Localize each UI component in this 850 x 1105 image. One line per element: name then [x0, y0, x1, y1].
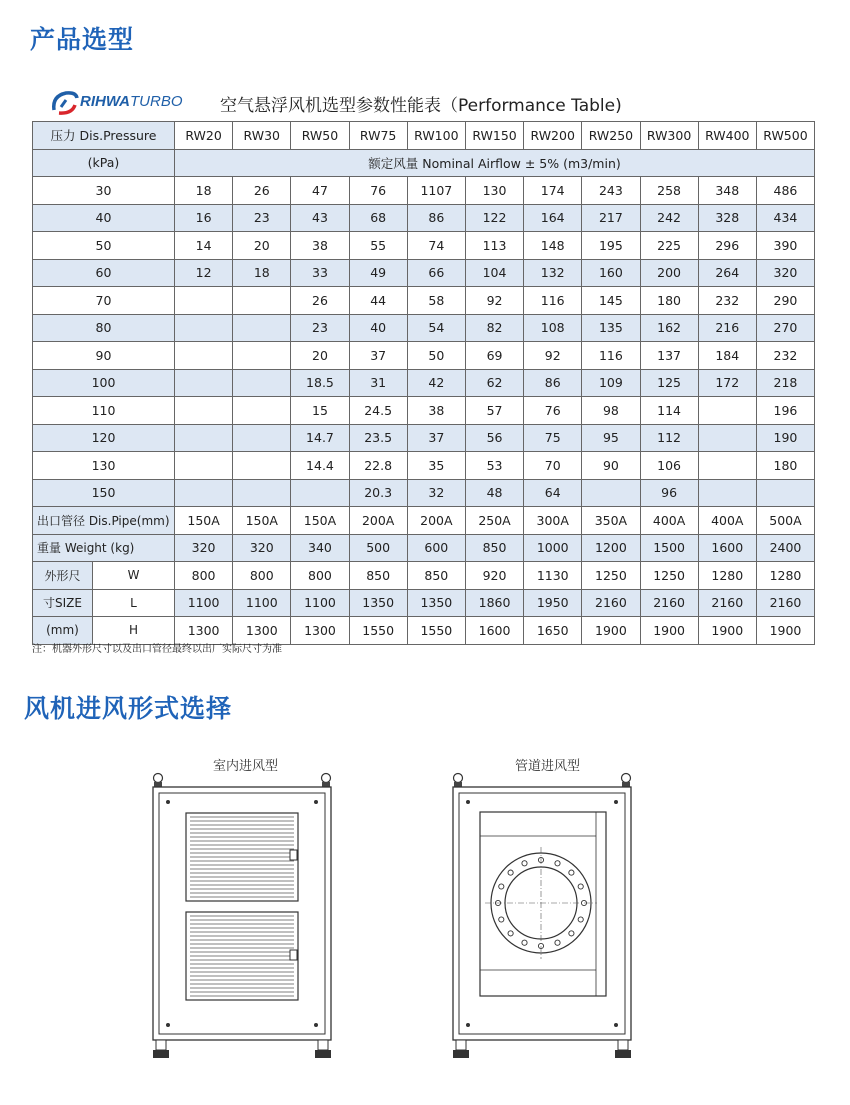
indoor-inlet-caption: 室内进风型 — [213, 759, 279, 774]
airflow-cell — [233, 314, 291, 342]
weight-cell: 2400 — [756, 534, 814, 562]
table-row — [33, 452, 815, 480]
model-header-cell: RW150 — [465, 122, 523, 150]
size-cell: 1300 — [233, 617, 291, 645]
airflow-cell — [233, 397, 291, 425]
airflow-cell: 69 — [465, 342, 523, 370]
pressure-cell: 150 — [33, 479, 175, 507]
airflow-cell: 92 — [465, 287, 523, 315]
size-cell: 850 — [349, 562, 407, 590]
weight-row — [33, 534, 815, 562]
airflow-cell: 114 — [640, 397, 698, 425]
performance-table — [32, 121, 815, 645]
airflow-cell: 109 — [582, 369, 640, 397]
airflow-header: 额定风量 Nominal Airflow ± 5% (m3/min) — [175, 149, 815, 177]
model-header-cell: RW100 — [407, 122, 465, 150]
airflow-cell: 270 — [756, 314, 814, 342]
airflow-header-row — [33, 149, 815, 177]
airflow-cell: 218 — [756, 369, 814, 397]
airflow-cell: 55 — [349, 232, 407, 260]
airflow-cell: 26 — [233, 177, 291, 205]
size-cell: 1250 — [640, 562, 698, 590]
airflow-cell: 74 — [407, 232, 465, 260]
airflow-cell: 38 — [291, 232, 349, 260]
airflow-cell: 217 — [582, 204, 640, 232]
pressure-cell: 80 — [33, 314, 175, 342]
size-label: (mm) — [33, 617, 93, 645]
airflow-cell: 42 — [407, 369, 465, 397]
pipe-cell: 200A — [407, 507, 465, 535]
airflow-cell: 296 — [698, 232, 756, 260]
size-cell: 2160 — [582, 589, 640, 617]
airflow-cell: 390 — [756, 232, 814, 260]
table-row — [33, 479, 815, 507]
airflow-cell: 243 — [582, 177, 640, 205]
airflow-cell: 14 — [175, 232, 233, 260]
airflow-cell: 242 — [640, 204, 698, 232]
airflow-cell: 70 — [524, 452, 582, 480]
airflow-cell: 20 — [233, 232, 291, 260]
airflow-cell: 86 — [407, 204, 465, 232]
airflow-cell: 90 — [582, 452, 640, 480]
airflow-cell: 38 — [407, 397, 465, 425]
size-cell: 1550 — [407, 617, 465, 645]
airflow-cell: 68 — [349, 204, 407, 232]
airflow-cell: 113 — [465, 232, 523, 260]
airflow-cell: 130 — [465, 177, 523, 205]
airflow-cell: 180 — [756, 452, 814, 480]
pressure-cell: 50 — [33, 232, 175, 260]
airflow-cell: 264 — [698, 259, 756, 287]
airflow-cell: 48 — [465, 479, 523, 507]
airflow-cell: 12 — [175, 259, 233, 287]
size-label: 寸SIZE — [33, 589, 93, 617]
airflow-cell: 290 — [756, 287, 814, 315]
airflow-cell: 92 — [524, 342, 582, 370]
airflow-cell: 50 — [407, 342, 465, 370]
pressure-unit: (kPa) — [33, 149, 175, 177]
airflow-cell: 40 — [349, 314, 407, 342]
airflow-cell: 164 — [524, 204, 582, 232]
airflow-cell — [233, 369, 291, 397]
weight-cell: 850 — [465, 534, 523, 562]
airflow-cell — [175, 314, 233, 342]
airflow-cell: 122 — [465, 204, 523, 232]
table-row — [33, 397, 815, 425]
model-header-cell: RW200 — [524, 122, 582, 150]
airflow-cell: 14.7 — [291, 424, 349, 452]
airflow-cell: 132 — [524, 259, 582, 287]
size-cell: 800 — [175, 562, 233, 590]
pipe-label: 出口管径 Dis.Pipe(mm) — [33, 507, 175, 535]
size-cell: 2160 — [756, 589, 814, 617]
airflow-cell — [756, 479, 814, 507]
airflow-cell: 64 — [524, 479, 582, 507]
airflow-cell: 15 — [291, 397, 349, 425]
pipe-cell: 150A — [233, 507, 291, 535]
airflow-cell: 56 — [465, 424, 523, 452]
model-header-cell: RW50 — [291, 122, 349, 150]
duct-inlet-diagram — [448, 770, 643, 1065]
airflow-cell: 174 — [524, 177, 582, 205]
pipe-cell: 400A — [640, 507, 698, 535]
section-title-product-selection: 产品选型 — [30, 25, 135, 54]
airflow-cell: 104 — [465, 259, 523, 287]
size-cell: 1100 — [175, 589, 233, 617]
table-row — [33, 314, 815, 342]
size-cell: 800 — [291, 562, 349, 590]
size-cell: 1280 — [756, 562, 814, 590]
airflow-cell: 20 — [291, 342, 349, 370]
size-cell: 1350 — [407, 589, 465, 617]
model-header-row — [33, 122, 815, 150]
airflow-cell: 232 — [698, 287, 756, 315]
airflow-cell — [175, 287, 233, 315]
airflow-cell: 58 — [407, 287, 465, 315]
size-cell: 1350 — [349, 589, 407, 617]
airflow-cell: 135 — [582, 314, 640, 342]
pipe-cell: 150A — [291, 507, 349, 535]
weight-label: 重量 Weight (kg) — [33, 534, 175, 562]
indoor-inlet-diagram — [148, 770, 343, 1065]
size-dimension-label: L — [93, 589, 175, 617]
airflow-cell: 328 — [698, 204, 756, 232]
size-cell: 1900 — [640, 617, 698, 645]
weight-cell: 500 — [349, 534, 407, 562]
airflow-cell: 18.5 — [291, 369, 349, 397]
weight-cell: 320 — [175, 534, 233, 562]
pipe-cell: 300A — [524, 507, 582, 535]
airflow-cell: 76 — [349, 177, 407, 205]
airflow-cell — [233, 479, 291, 507]
airflow-cell: 24.5 — [349, 397, 407, 425]
airflow-cell: 32 — [407, 479, 465, 507]
airflow-cell — [233, 287, 291, 315]
airflow-cell: 86 — [524, 369, 582, 397]
airflow-cell: 37 — [349, 342, 407, 370]
weight-cell: 320 — [233, 534, 291, 562]
pressure-cell: 30 — [33, 177, 175, 205]
airflow-cell: 14.4 — [291, 452, 349, 480]
airflow-cell: 434 — [756, 204, 814, 232]
airflow-cell: 125 — [640, 369, 698, 397]
size-cell: 2160 — [698, 589, 756, 617]
airflow-cell — [698, 424, 756, 452]
model-header-cell: RW300 — [640, 122, 698, 150]
table-row — [33, 232, 815, 260]
airflow-cell: 486 — [756, 177, 814, 205]
section-title-inlet-type: 风机进风形式选择 — [24, 694, 233, 723]
logo-mark-icon — [50, 88, 80, 118]
airflow-cell: 116 — [582, 342, 640, 370]
model-header-cell: RW75 — [349, 122, 407, 150]
model-header-cell: RW500 — [756, 122, 814, 150]
airflow-cell: 320 — [756, 259, 814, 287]
airflow-cell: 62 — [465, 369, 523, 397]
weight-cell: 600 — [407, 534, 465, 562]
airflow-cell: 95 — [582, 424, 640, 452]
airflow-cell: 22.8 — [349, 452, 407, 480]
weight-cell: 1200 — [582, 534, 640, 562]
pressure-cell: 110 — [33, 397, 175, 425]
size-label: 外形尺 — [33, 562, 93, 590]
pressure-header: 压力 Dis.Pressure — [33, 122, 175, 150]
airflow-cell — [698, 452, 756, 480]
size-row — [33, 562, 815, 590]
airflow-cell — [698, 479, 756, 507]
model-header-cell: RW250 — [582, 122, 640, 150]
airflow-cell: 23 — [233, 204, 291, 232]
size-cell: 1950 — [524, 589, 582, 617]
airflow-cell: 18 — [233, 259, 291, 287]
pipe-cell: 150A — [175, 507, 233, 535]
size-dimension-label: H — [93, 617, 175, 645]
airflow-cell — [175, 369, 233, 397]
airflow-cell — [175, 342, 233, 370]
pipe-cell: 400A — [698, 507, 756, 535]
airflow-cell — [175, 452, 233, 480]
airflow-cell — [175, 479, 233, 507]
model-header-cell: RW400 — [698, 122, 756, 150]
table-row — [33, 424, 815, 452]
airflow-cell — [175, 397, 233, 425]
pressure-cell: 100 — [33, 369, 175, 397]
size-cell: 1130 — [524, 562, 582, 590]
table-row — [33, 204, 815, 232]
airflow-cell: 33 — [291, 259, 349, 287]
airflow-cell — [233, 452, 291, 480]
pressure-cell: 90 — [33, 342, 175, 370]
pipe-cell: 350A — [582, 507, 640, 535]
airflow-cell: 1107 — [407, 177, 465, 205]
pressure-cell: 70 — [33, 287, 175, 315]
pressure-cell: 130 — [33, 452, 175, 480]
duct-inlet-caption: 管道进风型 — [515, 759, 581, 774]
pipe-row — [33, 507, 815, 535]
airflow-cell: 232 — [756, 342, 814, 370]
size-cell: 1600 — [465, 617, 523, 645]
table-title: 空气悬浮风机选型参数性能表（Performance Table) — [220, 96, 622, 116]
pressure-cell: 60 — [33, 259, 175, 287]
size-cell: 800 — [233, 562, 291, 590]
airflow-cell: 190 — [756, 424, 814, 452]
size-cell: 1550 — [349, 617, 407, 645]
airflow-cell — [175, 424, 233, 452]
table-row — [33, 177, 815, 205]
weight-cell: 340 — [291, 534, 349, 562]
airflow-cell: 44 — [349, 287, 407, 315]
airflow-cell — [698, 397, 756, 425]
size-cell: 1860 — [465, 589, 523, 617]
pipe-cell: 250A — [465, 507, 523, 535]
airflow-cell: 16 — [175, 204, 233, 232]
size-cell: 1300 — [291, 617, 349, 645]
airflow-cell — [291, 479, 349, 507]
airflow-cell: 23.5 — [349, 424, 407, 452]
size-row — [33, 589, 815, 617]
airflow-cell — [582, 479, 640, 507]
airflow-cell: 216 — [698, 314, 756, 342]
size-cell: 1300 — [175, 617, 233, 645]
airflow-cell: 98 — [582, 397, 640, 425]
size-cell: 850 — [407, 562, 465, 590]
airflow-cell: 137 — [640, 342, 698, 370]
airflow-cell: 49 — [349, 259, 407, 287]
table-row — [33, 369, 815, 397]
airflow-cell: 148 — [524, 232, 582, 260]
airflow-cell — [233, 342, 291, 370]
airflow-cell: 54 — [407, 314, 465, 342]
airflow-cell: 57 — [465, 397, 523, 425]
pressure-cell: 40 — [33, 204, 175, 232]
size-cell: 1100 — [291, 589, 349, 617]
airflow-cell: 31 — [349, 369, 407, 397]
airflow-cell: 75 — [524, 424, 582, 452]
size-cell: 1250 — [582, 562, 640, 590]
pressure-cell: 120 — [33, 424, 175, 452]
airflow-cell: 348 — [698, 177, 756, 205]
airflow-cell: 116 — [524, 287, 582, 315]
pipe-cell: 200A — [349, 507, 407, 535]
table-row — [33, 259, 815, 287]
airflow-cell: 108 — [524, 314, 582, 342]
model-header-cell: RW30 — [233, 122, 291, 150]
airflow-cell: 180 — [640, 287, 698, 315]
airflow-cell: 96 — [640, 479, 698, 507]
airflow-cell: 160 — [582, 259, 640, 287]
airflow-cell: 23 — [291, 314, 349, 342]
airflow-cell: 145 — [582, 287, 640, 315]
pipe-cell: 500A — [756, 507, 814, 535]
size-cell: 1900 — [582, 617, 640, 645]
size-dimension-label: W — [93, 562, 175, 590]
table-note: 注：机器外形尺寸以及出口管径最终以出厂实际尺寸为准 — [32, 644, 282, 655]
table-row — [33, 287, 815, 315]
airflow-cell — [233, 424, 291, 452]
weight-cell: 1500 — [640, 534, 698, 562]
airflow-cell: 112 — [640, 424, 698, 452]
size-cell: 1900 — [698, 617, 756, 645]
airflow-cell: 200 — [640, 259, 698, 287]
airflow-cell: 35 — [407, 452, 465, 480]
weight-cell: 1600 — [698, 534, 756, 562]
airflow-cell: 184 — [698, 342, 756, 370]
airflow-cell: 225 — [640, 232, 698, 260]
airflow-cell: 66 — [407, 259, 465, 287]
airflow-cell: 53 — [465, 452, 523, 480]
airflow-cell: 43 — [291, 204, 349, 232]
airflow-cell: 258 — [640, 177, 698, 205]
rihwa-turbo-logo — [50, 88, 220, 118]
airflow-cell: 82 — [465, 314, 523, 342]
weight-cell: 1000 — [524, 534, 582, 562]
airflow-cell: 195 — [582, 232, 640, 260]
size-cell: 920 — [465, 562, 523, 590]
size-cell: 1100 — [233, 589, 291, 617]
airflow-cell: 76 — [524, 397, 582, 425]
airflow-cell: 26 — [291, 287, 349, 315]
logo-text: RIHWATURBO — [80, 93, 183, 110]
airflow-cell: 106 — [640, 452, 698, 480]
size-cell: 1650 — [524, 617, 582, 645]
size-cell: 1900 — [756, 617, 814, 645]
airflow-cell: 172 — [698, 369, 756, 397]
size-cell: 1280 — [698, 562, 756, 590]
airflow-cell: 18 — [175, 177, 233, 205]
airflow-cell: 37 — [407, 424, 465, 452]
airflow-cell: 20.3 — [349, 479, 407, 507]
airflow-cell: 162 — [640, 314, 698, 342]
table-row — [33, 342, 815, 370]
airflow-cell: 196 — [756, 397, 814, 425]
size-cell: 2160 — [640, 589, 698, 617]
model-header-cell: RW20 — [175, 122, 233, 150]
airflow-cell: 47 — [291, 177, 349, 205]
